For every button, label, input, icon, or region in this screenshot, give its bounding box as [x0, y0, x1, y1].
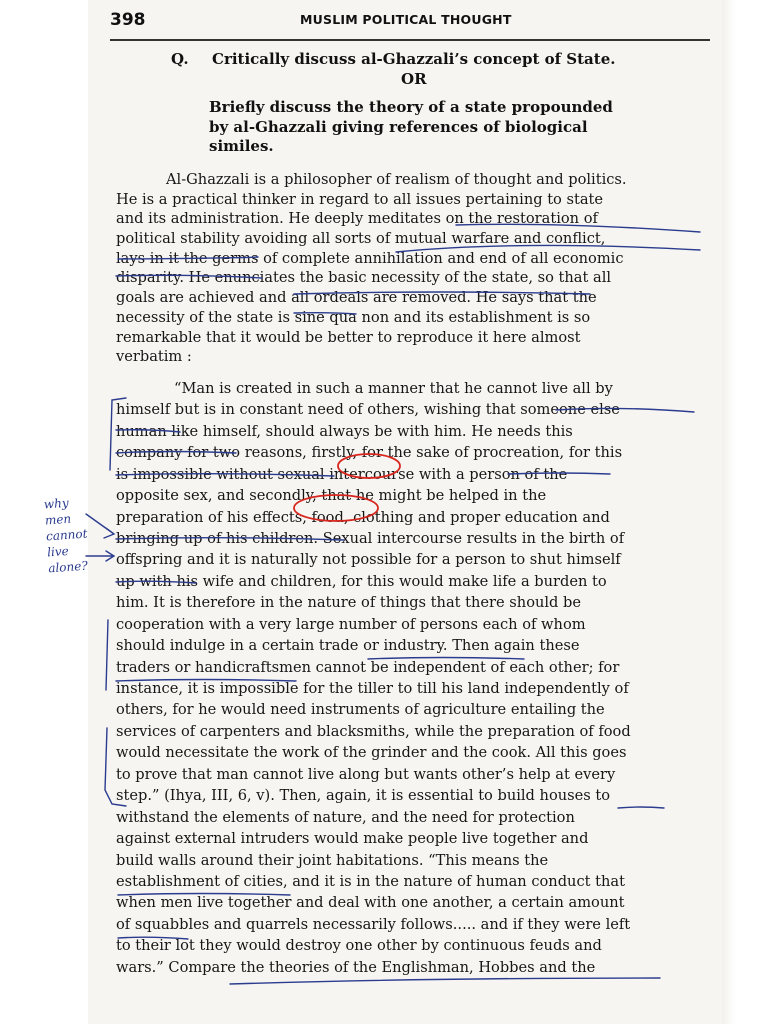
text-line: is impossible without sexual intercourse with a person of the: [116, 465, 568, 483]
text-line: establishment of cities, and it is in the nature of human conduct that: [116, 872, 625, 890]
question-title: Critically discuss al-Ghazzali’s concept of State.: [212, 50, 616, 68]
text-line: of squabbles and quarrels necessarily follows..... and if they were left: [116, 915, 631, 933]
text-line: and its administration. He deeply meditates on the restoration of: [116, 210, 598, 228]
text-line: to their lot they would destroy one other by continuous feuds and: [116, 937, 602, 955]
text-line: build walls around their joint habitations. “This means the: [116, 851, 549, 869]
question-marker: Q.: [171, 50, 189, 68]
text-line: step.” (Ihya, III, 6, v). Then, again, it is essential to build houses to: [116, 787, 611, 805]
text-line: to prove that man cannot live along but wants other’s help at every: [116, 765, 616, 783]
text-line: Al-Ghazzali is a philosopher of realism of thought and politics.: [166, 171, 627, 188]
text-line: withstand the elements of nature, and the need for protection: [116, 808, 575, 826]
quotation-paragraph: [116, 379, 716, 979]
text-line: opposite sex, and secondly, that he might be helped in the: [116, 487, 547, 505]
text-line: verbatim :: [116, 348, 192, 366]
text-line: should indulge in a certain trade or industry. Then again these: [116, 637, 580, 655]
text-line: human like himself, should always be with him. He needs this: [116, 422, 573, 440]
page-number: 398: [110, 10, 146, 30]
text-line: offspring and it is naturally not possible for a person to shut himself: [116, 551, 621, 569]
text-line: company for two reasons, firstly, for the sake of procreation, for this: [116, 444, 623, 462]
or-separator: OR: [401, 70, 427, 88]
text-line: services of carpenters and blacksmiths, while the preparation of food: [116, 722, 631, 740]
alternative-line: similes.: [209, 137, 274, 155]
text-line: against external intruders would make people live together and: [116, 830, 589, 848]
text-line: lays in it the germs of complete annihilation and end of all economic: [116, 249, 624, 267]
intro-paragraph: [116, 170, 716, 367]
text-line: up with his wife and children, for this would make life a burden to: [116, 572, 607, 590]
alternative-question: [209, 98, 709, 157]
text-line: necessity of the state is sine qua non and its establishment is so: [116, 308, 591, 326]
text-line: him. It is therefore in the nature of things that there should be: [116, 594, 582, 612]
running-head: MUSLIM POLITICAL THOUGHT: [300, 12, 512, 27]
text-line: traders or handicraftsmen cannot be independent of each other; for: [116, 658, 620, 676]
body-text: [116, 170, 716, 979]
text-line: remarkable that it would be better to reproduce it here almost: [116, 328, 581, 346]
text-line: goals are achieved and all ordeals are removed. He says that the: [116, 289, 597, 307]
text-line: bringing up of his children. Sexual intercourse results in the birth of: [116, 529, 625, 547]
alternative-line: by al-Ghazzali giving references of biological: [209, 117, 588, 136]
text-line: political stability avoiding all sorts of mutual warfare and conflict,: [116, 230, 606, 248]
text-line: preparation of his effects, food, clothing and proper education and: [116, 508, 610, 526]
text-line: cooperation with a very large number of persons each of whom: [116, 615, 586, 633]
text-line: “Man is created in such a manner that he cannot live all by: [174, 379, 613, 397]
text-line: disparity. He enunciates the basic necessity of the state, so that all: [116, 269, 612, 287]
page-edge: [722, 0, 736, 1024]
page-header: [110, 6, 710, 36]
text-line: himself but is in constant need of others, wishing that someone else: [116, 401, 620, 419]
alternative-line: Briefly discuss the theory of a state propounded: [209, 98, 613, 116]
text-line: He is a practical thinker in regard to all issues pertaining to state: [116, 190, 604, 208]
handwritten-margin-note: why men cannot live alone?: [43, 495, 89, 576]
header-rule: [110, 39, 710, 41]
text-line: wars.” Compare the theories of the Englishman, Hobbes and the: [116, 958, 596, 976]
text-line: would necessitate the work of the grinder and the cook. All this goes: [116, 744, 627, 762]
text-line: others, for he would need instruments of agriculture entailing the: [116, 701, 605, 719]
text-line: instance, it is impossible for the tiller to till his land independently of: [116, 680, 629, 697]
text-line: when men live together and deal with one another, a certain amount: [116, 894, 625, 912]
